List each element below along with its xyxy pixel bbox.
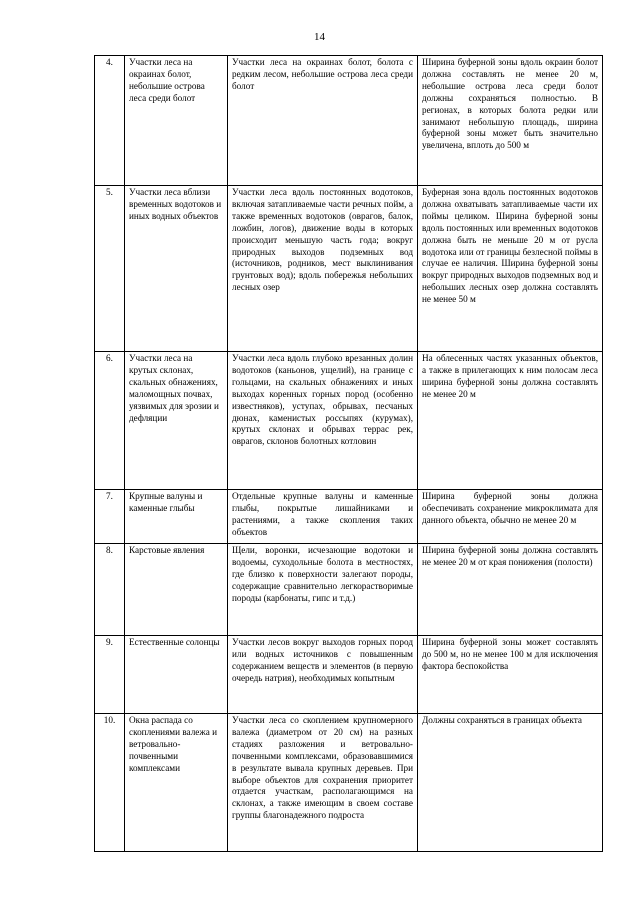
row-number: 7. — [95, 490, 125, 544]
row-number: 8. — [95, 544, 125, 636]
table-row — [95, 636, 603, 714]
object-description: Отдельные крупные валуны и каменные глыбы, покрытые лишайниками и растениями, а также скопления таких объектов — [228, 490, 418, 544]
object-name: Карстовые явления — [125, 544, 228, 636]
buffer-requirement: Ширина буферной зоны вдоль окраин болот должна составлять не менее 20 м, небольшие острова леса среди болот должны сохраняться полностью. В регионах, в которых болота редки или занимают небольшую площадь, ширина буферной зоны может быть значительно увеличена, вплоть до 500 м — [418, 56, 603, 186]
object-description: Участки леса вдоль глубоко врезанных долин водотоков (каньонов, ущелий), на границе с гольцами, на скальных обнажениях и иных выходах коренных горных пород (особенно известняков), уступах, обрывах, песчаных дюнах, каменистых россыпях (курумах), крутых склонах и обрывах террас рек, оврагов, склонов болотных котловин — [228, 352, 418, 490]
table-row — [95, 56, 603, 186]
object-description: Щели, воронки, исчезающие водотоки и водоемы, суходольные болота в местностях, где близко к поверхности залегают породы, содержащие сравнительно легкорастворимые породы (карбонаты, гипс и т.д.) — [228, 544, 418, 636]
object-description: Участки леса на окраинах болот, болота с редким лесом, небольшие острова леса среди болот — [228, 56, 418, 186]
table-row — [95, 714, 603, 852]
row-number: 4. — [95, 56, 125, 186]
buffer-requirement: Должны сохраняться в границах объекта — [418, 714, 603, 852]
row-number: 9. — [95, 636, 125, 714]
table-row — [95, 186, 603, 352]
table-row — [95, 490, 603, 544]
row-number: 6. — [95, 352, 125, 490]
row-number: 10. — [95, 714, 125, 852]
buffer-requirement: Буферная зона вдоль постоянных водотоков должна охватывать затапливаемые части их поймы целиком. Ширина буферной зоны вдоль постоянных или временных водотоков должна быть не меньше 20 м от русла водотока или от границы безлесной поймы в случае ее наличия. Ширина буферной зоны вокруг природных выходов подземных вод и небольших лесных озер должна составлять не менее 50 м — [418, 186, 603, 352]
object-name: Участки леса на крутых склонах, скальных обнажениях, маломощных почвах, уязвимых для эрозии и дефляции — [125, 352, 228, 490]
object-name: Естественные солонцы — [125, 636, 228, 714]
row-number: 5. — [95, 186, 125, 352]
object-name: Участки леса вблизи временных водотоков и иных водных объектов — [125, 186, 228, 352]
object-description: Участки леса со скоплением крупномерного валежа (диаметром от 20 см) на разных стадиях разложения и ветровально-почвенными комплексами, образовавшимися в результате вывала крупных деревьев. При выборе объектов для сохранения приоритет отдается участкам, располагающимся на склонах, а также имеющим в своем составе группы благонадежного подроста — [228, 714, 418, 852]
buffer-requirement: Ширина буферной зоны может составлять до 500 м, но не менее 100 м для исключения фактора беспокойства — [418, 636, 603, 714]
buffer-requirement: Ширина буферной зоны должна составлять не менее 20 м от края понижения (полости) — [418, 544, 603, 636]
buffer-zone-table — [94, 55, 603, 852]
object-name: Окна распада со скоплениями валежа и ветровально-почвенными комплексами — [125, 714, 228, 852]
buffer-requirement: Ширина буферной зоны должна обеспечивать сохранение микроклимата для данного объекта, обычно не менее 20 м — [418, 490, 603, 544]
table-row — [95, 352, 603, 490]
object-description: Участки леса вдоль постоянных водотоков, включая затапливаемые части речных пойм, а также временных водотоков (оврагов, балок, ложбин, логов), движение воды в которых происходит меньшую часть года; вокруг природных выходов подземных вод (источников, родников, мест выклинивания грунтовых вод); вдоль побережья небольших лесных озер — [228, 186, 418, 352]
table-row — [95, 544, 603, 636]
object-name: Участки леса на окраинах болот, небольшие острова леса среди болот — [125, 56, 228, 186]
buffer-requirement: На облесенных частях указанных объектов, а также в прилегающих к ним полосам леса ширина буферной зоны должна составлять не менее 20 м — [418, 352, 603, 490]
page-number: 14 — [314, 31, 325, 43]
object-description: Участки лесов вокруг выходов горных пород или водных источников с повышенным содержанием веществ и элементов (в первую очередь натрия), необходимых копытным — [228, 636, 418, 714]
object-name: Крупные валуны и каменные глыбы — [125, 490, 228, 544]
